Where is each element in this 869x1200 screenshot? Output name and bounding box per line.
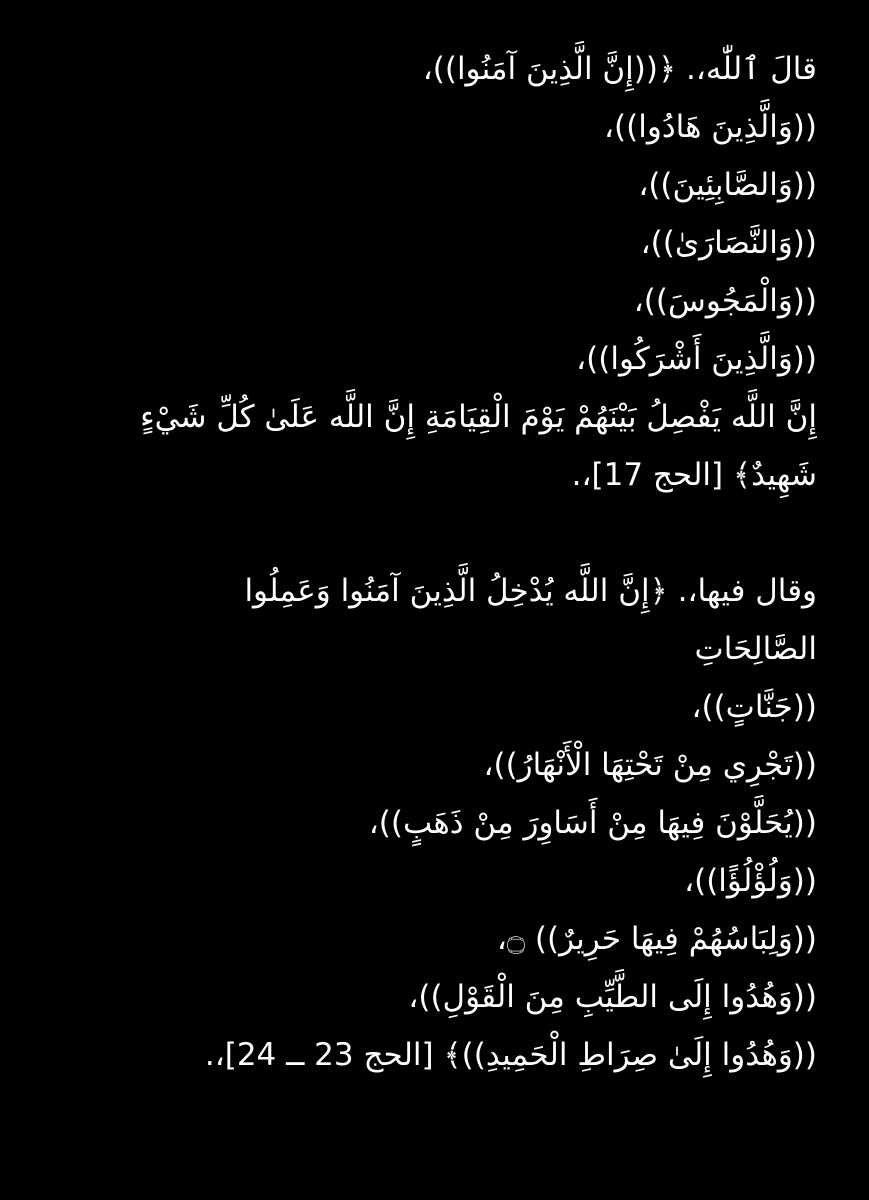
passage-1-line: ((وَالَّذِينَ أَشْرَكُوا))، [576, 341, 817, 377]
passage-2-line: ((جَنَّاتٍ))، [691, 689, 817, 725]
passage-2-line: ((تَجْرِي مِنْ تَحْتِهَا الْأَنْهَارُ))، [483, 747, 817, 783]
quran-text-page [40, 40, 817, 1084]
passage-1-line: ((وَالَّذِينَ هَادُوا))، [604, 109, 817, 145]
passage-2-line: ((وَلِبَاسُهُمْ فِيهَا حَرِيرٌ)) ۝، [496, 921, 817, 957]
passage-1-line: شَهِيدٌ﴾ [الحج 17]،. [571, 457, 817, 493]
passage-2-line: الصَّالِحَاتِ [694, 631, 817, 667]
passage-2-line: ((وَهُدُوا إِلَىٰ صِرَاطِ الْحَمِيدِ))﴾ [الحج 23 ــ 24]،. [204, 1037, 817, 1073]
passage-2-line: ((يُحَلَّوْنَ فِيهَا مِنْ أَسَاوِرَ مِنْ ذَهَبٍ))، [368, 805, 817, 841]
passage-2-line: ((وَهُدُوا إِلَى الطَّيِّبِ مِنَ الْقَوْلِ))، [408, 979, 817, 1015]
passage-1-line: إِنَّ اللَّه يَفْصِلُ بَيْنَهُمْ يَوْمَ الْقِيَامَةِ إِنَّ اللَّه عَلَىٰ كُلِّ شَيْءٍ [140, 399, 817, 435]
passage-2-line: وقال فيها،. ﴿إِنَّ اللَّه يُدْخِلُ الَّذِينَ آمَنُوا وَعَمِلُوا [244, 573, 817, 609]
passage-1-line: ((وَالْمَجُوسَ))، [633, 283, 817, 319]
paragraph-gap [40, 504, 817, 562]
passage-1-line: ((وَالصَّابِئِينَ))، [638, 167, 817, 203]
passage-1-line: قالَ ٱللّٰه،. ﴿((إِنَّ الَّذِينَ آمَنُوا))، [422, 51, 817, 87]
passage-2-line: ((وَلُؤْلُؤًا))، [684, 863, 817, 899]
passage-1-line: ((وَالنَّصَارَىٰ))، [640, 225, 817, 261]
